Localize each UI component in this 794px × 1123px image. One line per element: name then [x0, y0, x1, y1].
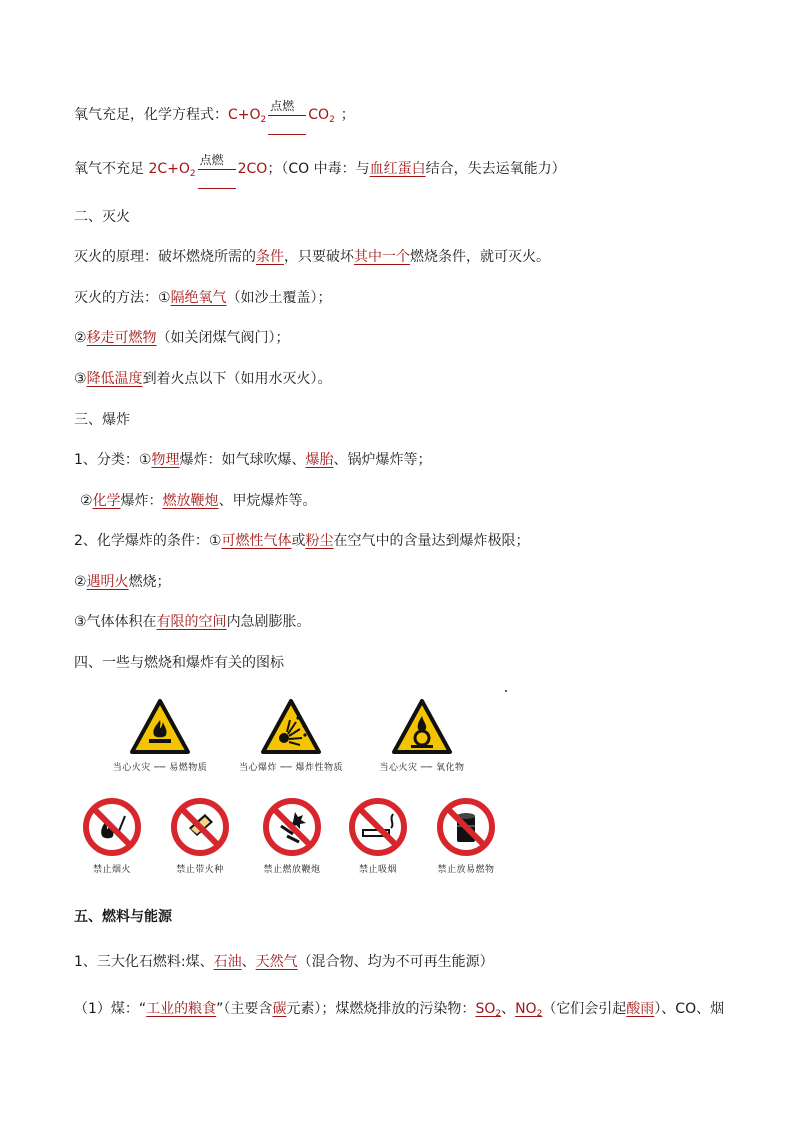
extinguish-principle: 灭火的原理：破坏燃烧所需的条件，只要破坏其中一个燃烧条件，就可灭火。 — [74, 249, 550, 265]
sign-caption: 当心爆炸 ── 爆炸性物质 — [238, 763, 344, 773]
sign-caption: 禁止吸烟 — [358, 865, 397, 875]
extinguish-method-3: ③降低温度到着火点以下（如用水灭火）。 — [74, 371, 332, 387]
explosive-icon — [260, 698, 322, 756]
extinguish-method-2: ②移走可燃物（如关闭煤气阀门）； — [74, 330, 290, 346]
section-heading-extinguish: 二、灭火 — [74, 209, 130, 225]
prohibition-sign-no-fire — [72, 796, 152, 875]
no-matches-icon — [169, 796, 231, 858]
eq-right: 2CO — [237, 161, 268, 177]
extinguish-method-1: 灭火的方法：①隔绝氧气（如沙土覆盖）； — [74, 290, 332, 306]
equation-line-2: 氧气不充足 $2C+O_2$ 点燃 2CO；（CO 中毒：与血红蛋白结合，失去运氧能力） — [74, 158, 566, 180]
warning-sign-explosive — [231, 698, 351, 773]
eq-left: $C+O_2$ — [228, 107, 267, 125]
explosion-condition-1: 2、化学爆炸的条件：①可燃性气体或粉尘在空气中的含量达到爆炸极限； — [74, 533, 530, 549]
reaction-condition: 点燃 — [266, 104, 308, 126]
prohibition-sign-no-smoking — [338, 796, 418, 875]
explosion-class-1: 1、分类：①物理爆炸：如气球吹爆、爆胎、锅炉爆炸等； — [74, 452, 432, 468]
section-heading-fuel: 五、燃料与能源 — [74, 909, 172, 925]
section-heading-icons: 四、一些与燃烧和爆炸有关的图标 — [74, 655, 284, 671]
answer: 血红蛋白 — [369, 161, 426, 177]
warning-sign-flammable — [100, 698, 220, 773]
no-smoking-icon — [347, 796, 409, 858]
coal-line: （1）煤：“工业的粮食”（主要含碳元素）；煤燃烧排放的污染物：$SO_2$、$NO_2$（它们会引起酸雨）、CO、烟 — [74, 1001, 725, 1019]
eq-left: $2C+O_2$ — [148, 161, 196, 179]
text: 氧气充足，化学方程式： — [74, 107, 228, 123]
equation-line-1: 氧气充足，化学方程式：$C+O_2$ 点燃 $CO_2$ ； — [74, 104, 355, 126]
warning-sign-oxidizer — [362, 698, 482, 773]
prohibition-sign-no-flammables — [426, 796, 506, 875]
sign-caption: 禁止放易燃物 — [437, 865, 495, 875]
oxidizer-icon — [391, 698, 453, 756]
stray-dot — [505, 690, 507, 692]
sign-caption: 禁止烟火 — [92, 865, 131, 875]
explosion-condition-3: ③气体体积在有限的空间内急剧膨胀。 — [74, 614, 311, 630]
fossil-fuels: 1、三大化石燃料:煤、石油、天然气（混合物、均为不可再生能源） — [74, 954, 494, 970]
sign-caption: 当心火灾 ── 易燃物质 — [112, 763, 208, 773]
section-heading-explosion: 三、爆炸 — [74, 412, 130, 428]
reaction-condition: 点燃 — [196, 158, 238, 180]
sign-caption: 禁止带火种 — [176, 865, 224, 875]
prohibition-sign-no-firecrackers — [252, 796, 332, 875]
prohibition-sign-no-matches — [160, 796, 240, 875]
explosion-class-2: ②化学爆炸：燃放鞭炮、甲烷爆炸等。 — [80, 493, 317, 509]
sign-caption: 禁止燃放鞭炮 — [263, 865, 321, 875]
flammable-icon — [129, 698, 191, 756]
sign-caption: 当心火灾 ── 氧化物 — [379, 763, 465, 773]
no-flammables-icon — [435, 796, 497, 858]
no-fire-icon — [81, 796, 143, 858]
eq-right: $CO_2$ — [308, 107, 335, 125]
explosion-condition-2: ②遇明火燃烧； — [74, 574, 171, 590]
no-firecrackers-icon — [261, 796, 323, 858]
